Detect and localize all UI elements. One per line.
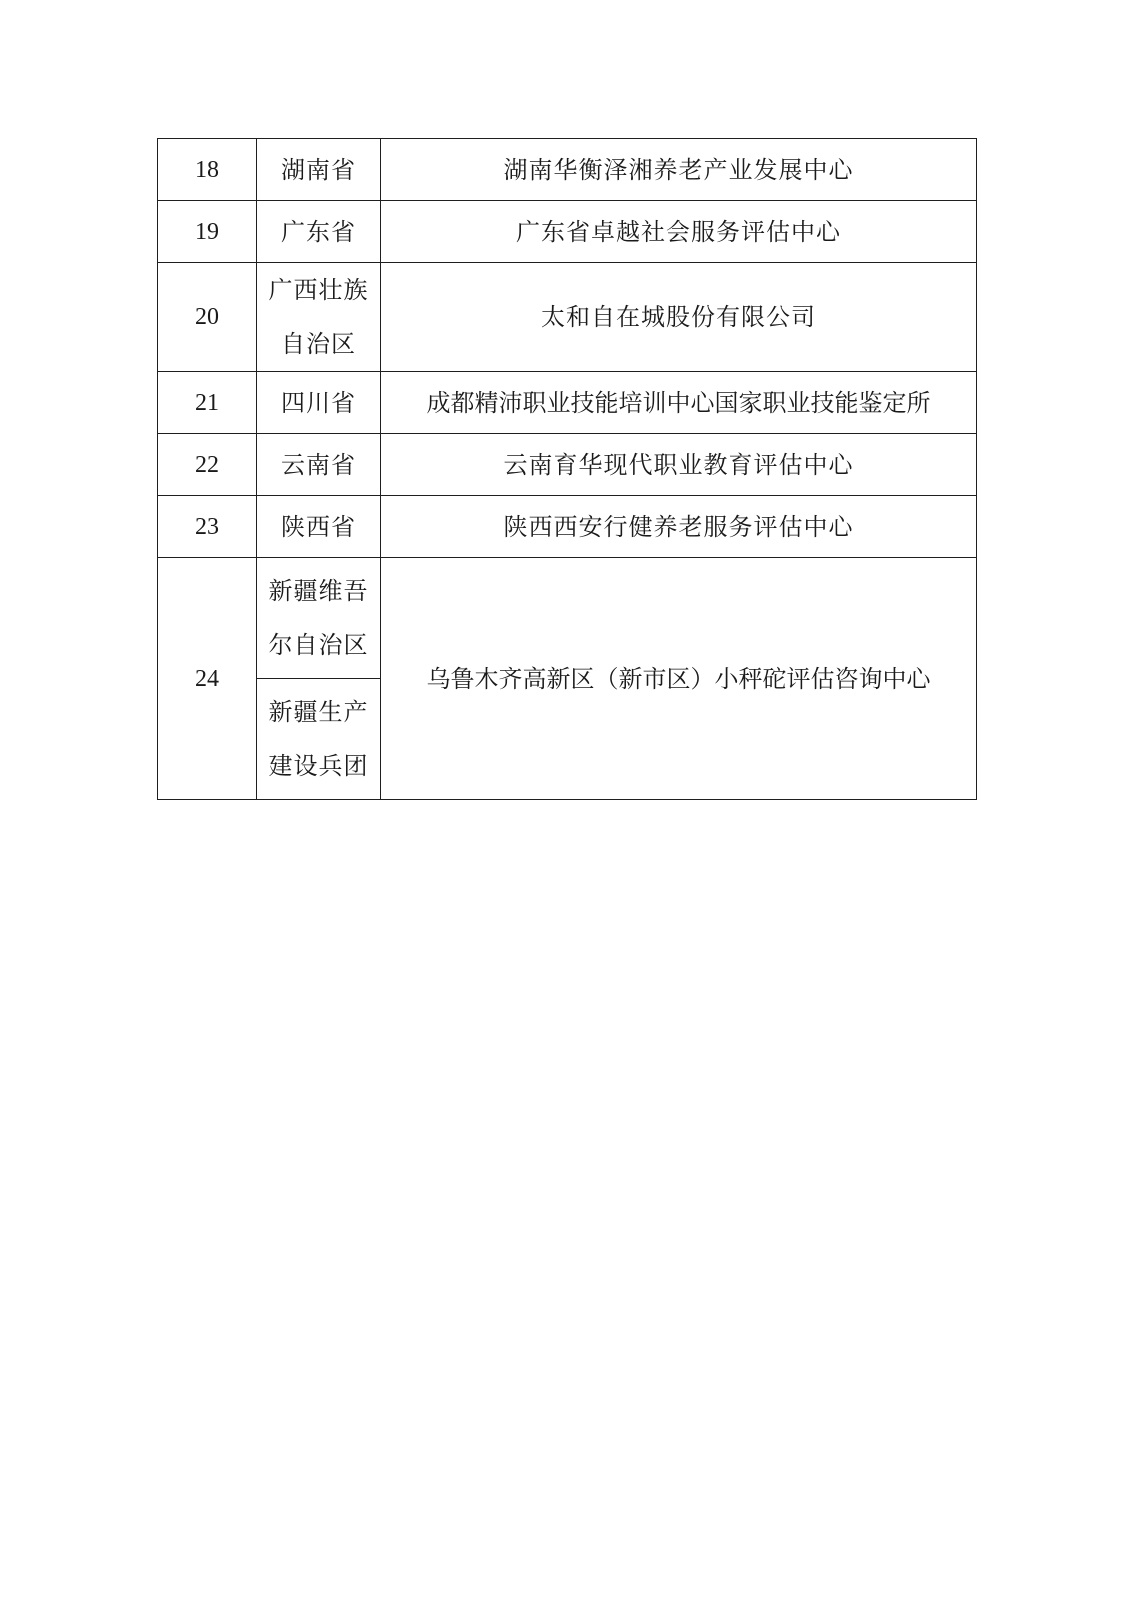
province-text: 广东省 bbox=[281, 217, 356, 246]
province-text: 湖南省 bbox=[281, 155, 356, 184]
row-number: 23 bbox=[158, 496, 257, 558]
province-text: 云南省 bbox=[281, 450, 356, 479]
organization-cell: 云南育华现代职业教育评估中心 bbox=[381, 434, 977, 496]
table-row bbox=[158, 496, 977, 558]
province-text: 广西壮族自治区 bbox=[268, 276, 369, 358]
province-text: 新疆维吾尔自治区 bbox=[268, 577, 369, 659]
province-cell bbox=[257, 372, 381, 434]
table-row bbox=[158, 558, 977, 679]
table-row bbox=[158, 263, 977, 372]
province-cell bbox=[257, 496, 381, 558]
province-cell bbox=[257, 679, 381, 800]
row-number: 18 bbox=[158, 139, 257, 201]
province-text: 四川省 bbox=[281, 388, 356, 417]
province-text: 陕西省 bbox=[281, 512, 356, 541]
province-cell bbox=[257, 263, 381, 372]
province-cell bbox=[257, 201, 381, 263]
row-number: 22 bbox=[158, 434, 257, 496]
organization-cell: 湖南华衡泽湘养老产业发展中心 bbox=[381, 139, 977, 201]
province-cell bbox=[257, 139, 381, 201]
table-row bbox=[158, 201, 977, 263]
organization-cell: 乌鲁木齐高新区（新市区）小秤砣评估咨询中心 bbox=[381, 558, 977, 800]
province-cell bbox=[257, 558, 381, 679]
table-row bbox=[158, 139, 977, 201]
organization-table bbox=[157, 138, 977, 800]
organization-cell: 成都精沛职业技能培训中心国家职业技能鉴定所 bbox=[381, 372, 977, 434]
organization-cell: 陕西西安行健养老服务评估中心 bbox=[381, 496, 977, 558]
organization-cell: 太和自在城股份有限公司 bbox=[381, 263, 977, 372]
organization-cell: 广东省卓越社会服务评估中心 bbox=[381, 201, 977, 263]
row-number: 21 bbox=[158, 372, 257, 434]
table-row bbox=[158, 372, 977, 434]
row-number: 24 bbox=[158, 558, 257, 800]
table-row bbox=[158, 434, 977, 496]
row-number: 20 bbox=[158, 263, 257, 372]
row-number: 19 bbox=[158, 201, 257, 263]
province-cell bbox=[257, 434, 381, 496]
province-text: 新疆生产建设兵团 bbox=[268, 698, 369, 780]
